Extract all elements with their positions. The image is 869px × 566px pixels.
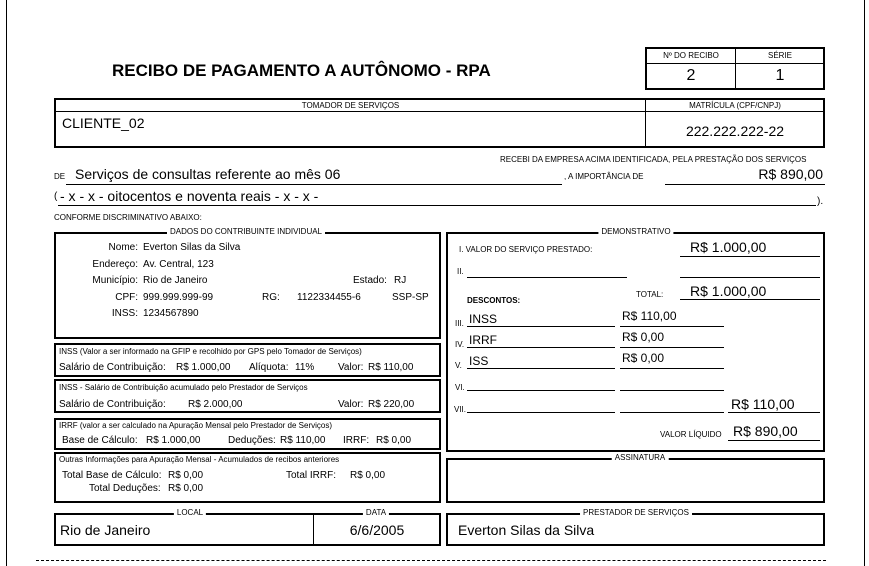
- inss-tomador-aliquota: 11%: [295, 362, 315, 373]
- recibo-number-value: 2: [686, 67, 696, 84]
- outras-deducoes: R$ 0,00: [168, 483, 204, 494]
- v-desc-underline: [467, 368, 615, 369]
- inss-value: 1234567890: [143, 308, 199, 319]
- nome-value: Everton Silas da Silva: [143, 242, 241, 253]
- data-legend: DATA: [363, 508, 389, 517]
- page-bottom-dashed: [36, 560, 826, 561]
- cpf-label: CPF:: [115, 292, 138, 303]
- recibo-serie-label: SÉRIE: [767, 51, 792, 60]
- vii-total-underline: [728, 412, 820, 413]
- importancia-value: R$ 890,00: [758, 166, 823, 182]
- irrf-irrf-label: IRRF:: [343, 435, 370, 446]
- iii-label: III.: [455, 319, 464, 328]
- v-desc: ISS: [469, 354, 489, 368]
- municipio-value: Rio de Janeiro: [143, 275, 208, 286]
- outras-irrf-label: Total IRRF:: [286, 470, 337, 481]
- vii-value-underline: [620, 412, 724, 413]
- inss-tomador-salario-label: Salário de Contribuição:: [59, 362, 166, 373]
- endereco-value: Av. Central, 123: [143, 259, 214, 270]
- tomador-label: TOMADOR DE SERVIÇOS: [301, 101, 400, 110]
- vi-desc-underline: [467, 390, 615, 391]
- total-underline: [680, 299, 820, 300]
- v-value: R$ 0,00: [622, 351, 665, 365]
- inss-tomador-salario: R$ 1.000,00: [176, 362, 231, 373]
- endereco-label: Endereço:: [92, 259, 138, 270]
- local-legend: LOCAL: [174, 508, 206, 517]
- prestador-legend: PRESTADOR DE SERVIÇOS: [580, 508, 692, 517]
- descricao-underline: [66, 184, 562, 185]
- vi-label: VI.: [455, 383, 465, 392]
- servico-descricao: Serviços de consultas referente ao mês 06: [75, 166, 341, 182]
- outras-irrf: R$ 0,00: [350, 470, 386, 481]
- liquido-underline: [728, 440, 820, 441]
- inss-tomador-valor: R$ 110,00: [368, 362, 414, 373]
- extenso-close: ).: [817, 196, 824, 207]
- outras-deducoes-label: Total Deduções:: [89, 483, 161, 494]
- tomador-divider-h: [54, 111, 825, 112]
- extenso-underline: [58, 205, 816, 206]
- irrf-base-label: Base de Cálculo:: [62, 435, 138, 446]
- vii-value: R$ 110,00: [731, 396, 795, 412]
- rg-value: 1122334455-6: [297, 292, 361, 303]
- descontos-label: DESCONTOS:: [467, 296, 521, 305]
- nome-label: Nome:: [108, 242, 138, 253]
- iv-value: R$ 0,00: [622, 330, 665, 344]
- ii-label: II.: [457, 267, 464, 276]
- assinatura-box: [446, 458, 825, 503]
- importancia-underline: [665, 184, 825, 185]
- recibo-number-label: Nº DO RECIBO: [663, 51, 719, 60]
- outras-base: R$ 0,00: [168, 470, 204, 481]
- iii-value: R$ 110,00: [622, 309, 677, 323]
- vii-desc-underline: [467, 412, 615, 413]
- extenso-open: (: [54, 191, 58, 202]
- iv-label: IV.: [455, 340, 465, 349]
- inss-prestador-valor-label: Valor:: [338, 399, 364, 410]
- ii-underline: [467, 277, 627, 278]
- orgao-value: SSP-SP: [392, 292, 429, 303]
- total-label: TOTAL:: [636, 290, 664, 299]
- matricula-label: MATRÍCULA (CPF/CNPJ): [689, 101, 781, 110]
- inss-prestador-valor: R$ 220,00: [368, 399, 415, 410]
- outras-base-label: Total Base de Cálculo:: [62, 470, 162, 481]
- liquido-value: R$ 890,00: [733, 423, 798, 439]
- inss-prestador-title: INSS - Salário de Contribuição acumulado pelo Prestador de Serviços: [59, 383, 308, 392]
- data-value: 6/6/2005: [349, 522, 405, 538]
- local-value: Rio de Janeiro: [60, 522, 151, 538]
- iii-value-underline: [620, 326, 724, 327]
- inss-label: INSS:: [111, 308, 138, 319]
- iv-value-underline: [620, 347, 724, 348]
- inss-prestador-salario-label: Salário de Contribuição:: [59, 399, 166, 410]
- cpf-value: 999.999.999-99: [143, 292, 214, 303]
- estado-value: RJ: [394, 275, 407, 286]
- inss-tomador-title: INSS (Valor a ser informado na GFIP e recolhido por GPS pelo Tomador de Serviços): [59, 347, 362, 356]
- de-label: DE: [54, 172, 66, 181]
- valor-extenso: - x - x - oitocentos e noventa reais - x - x -: [60, 188, 319, 204]
- assinatura-legend: ASSINATURA: [612, 453, 669, 462]
- vi-value-underline: [620, 390, 724, 391]
- irrf-deducoes-label: Deduções:: [228, 435, 276, 446]
- recebi-statement: RECEBI DA EMPRESA ACIMA IDENTIFICADA, PELA PRESTAÇÃO DOS SERVIÇOS: [500, 155, 807, 164]
- iii-desc: INSS: [469, 312, 498, 326]
- ii-value-underline: [680, 277, 820, 278]
- irrf-title: IRRF (valor a ser calculado na Apuração Mensal pelo Prestador de Serviços): [59, 421, 333, 430]
- servico-prestado-label: I. VALOR DO SERVIÇO PRESTADO:: [459, 245, 593, 254]
- rg-label: RG:: [262, 292, 280, 303]
- iv-desc: IRRF: [469, 333, 497, 347]
- demonstrativo-legend: DEMONSTRATIVO: [598, 227, 673, 236]
- servico-prestado-underline: [680, 256, 820, 257]
- contribuinte-legend: DADOS DO CONTRIBUINTE INDIVIDUAL: [167, 227, 325, 236]
- page-left-border: [6, 0, 7, 566]
- vii-label: VII.: [454, 405, 467, 414]
- v-value-underline: [620, 368, 724, 369]
- irrf-base: R$ 1.000,00: [146, 435, 201, 446]
- page-title: RECIBO DE PAGAMENTO A AUTÔNOMO - RPA: [112, 61, 491, 80]
- liquido-label: VALOR LÍQUIDO: [660, 430, 722, 439]
- inss-tomador-valor-label: Valor:: [338, 362, 364, 373]
- v-label: V.: [455, 361, 462, 370]
- recibo-serie-value: 1: [775, 67, 785, 84]
- total-value: R$ 1.000,00: [690, 283, 767, 299]
- iv-desc-underline: [467, 347, 615, 348]
- iii-desc-underline: [467, 326, 615, 327]
- matricula-value: 222.222.222-22: [685, 123, 785, 139]
- outras-title: Outras Informações para Apuração Mensal - Acumulados de recibos anteriores: [59, 455, 340, 464]
- conforme-label: CONFORME DISCRIMINATIVO ABAIXO:: [54, 213, 202, 222]
- inss-tomador-aliquota-label: Alíquota:: [249, 362, 289, 373]
- importancia-label: , A IMPORTÂNCIA DE: [564, 172, 644, 181]
- page-right-border: [864, 0, 865, 566]
- tomador-value: CLIENTE_02: [62, 115, 145, 131]
- prestador-value: Everton Silas da Silva: [458, 522, 595, 538]
- irrf-irrf: R$ 0,00: [376, 435, 412, 446]
- inss-prestador-salario: R$ 2.000,00: [188, 399, 243, 410]
- municipio-label: Município:: [92, 275, 138, 286]
- irrf-deducoes: R$ 110,00: [280, 435, 326, 446]
- servico-prestado-value: R$ 1.000,00: [690, 239, 767, 255]
- estado-label: Estado:: [353, 275, 387, 286]
